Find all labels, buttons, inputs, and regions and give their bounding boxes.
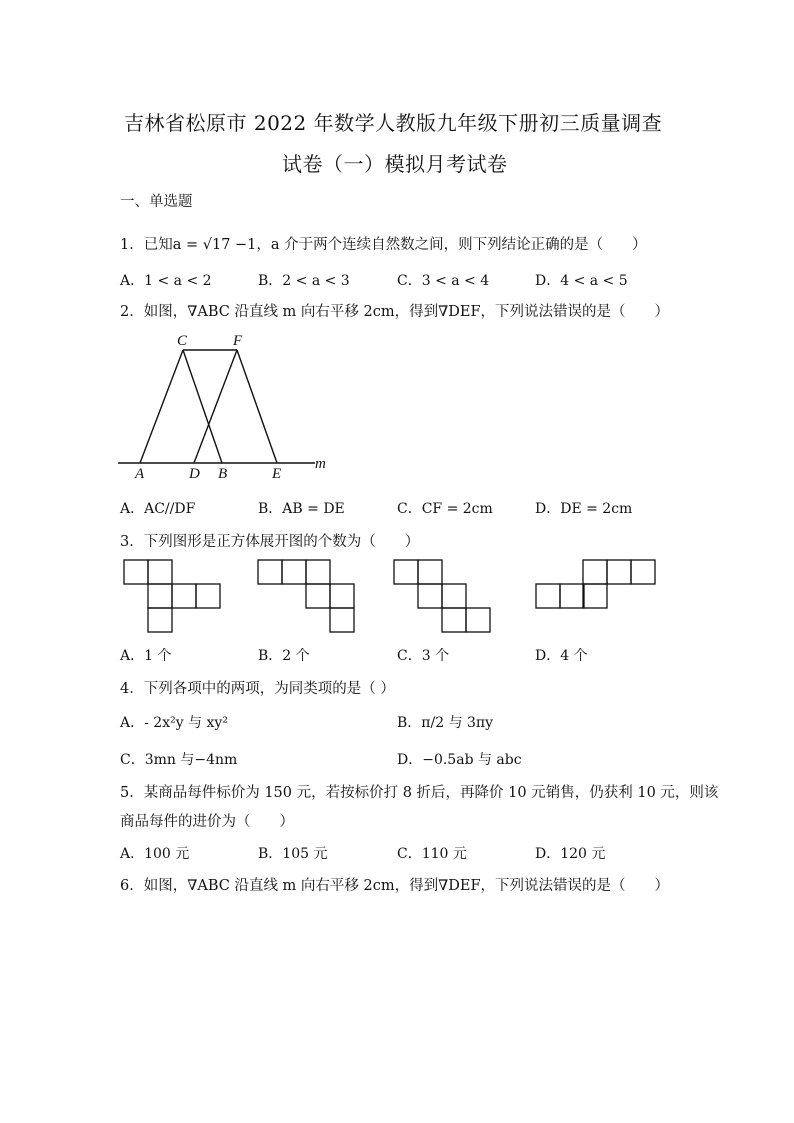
q5-option-b: B．105 元 bbox=[258, 846, 328, 862]
section-heading: 一、单选题 bbox=[120, 194, 193, 210]
q4-option-c: C．3mn 与−4nm bbox=[120, 752, 238, 768]
cube-nets-figure bbox=[120, 558, 665, 634]
question-1-stem: 1．已知a = √17 −1，a 介于两个连续自然数之间，则下列结论正确的是（ ） bbox=[120, 237, 647, 253]
q5-option-c: C．110 元 bbox=[397, 846, 467, 862]
q4-option-a: A．- 2x²y 与 xy² bbox=[120, 715, 228, 731]
segment-ac bbox=[140, 350, 183, 463]
question-2-stem: 2．如图，∇ABC 沿直线 m 向右平移 2cm，得到∇DEF，下列说法错误的是（ ） bbox=[120, 304, 670, 320]
q2-option-b: B．AB = DE bbox=[258, 501, 345, 517]
q3-option-a: A．1 个 bbox=[120, 648, 172, 664]
label-e: E bbox=[272, 466, 282, 482]
cube-net-2 bbox=[258, 560, 354, 632]
label-d: D bbox=[189, 466, 200, 482]
q1-option-d: D．4 < a < 5 bbox=[535, 273, 628, 289]
q5-option-d: D．120 元 bbox=[535, 846, 606, 862]
page-title-line2: 试卷（一）模拟月考试卷 bbox=[282, 152, 508, 176]
q3-option-d: D．4 个 bbox=[535, 648, 588, 664]
label-m: m bbox=[315, 456, 326, 472]
q4-option-b: B．π/2 与 3πy bbox=[397, 715, 494, 731]
q4-option-d: D．−0.5ab 与 abc bbox=[397, 752, 522, 768]
segment-fe bbox=[237, 350, 277, 463]
cube-net-4 bbox=[536, 560, 655, 608]
q5-option-a: A．100 元 bbox=[120, 846, 190, 862]
q2-option-d: D．DE = 2cm bbox=[535, 501, 633, 517]
cube-net-3 bbox=[394, 560, 490, 632]
q1-option-b: B．2 < a < 3 bbox=[258, 273, 350, 289]
question-5-stem-line2: 商品每件的进价为（ ） bbox=[120, 814, 294, 830]
label-a: A bbox=[135, 466, 145, 482]
label-c: C bbox=[177, 333, 188, 349]
triangle-translation-figure bbox=[110, 328, 340, 483]
cube-net-1 bbox=[124, 560, 220, 632]
label-f: F bbox=[233, 333, 243, 349]
q1-option-c: C．3 < a < 4 bbox=[397, 273, 490, 289]
question-3-stem: 3．下列图形是正方体展开图的个数为（ ） bbox=[120, 534, 420, 550]
q3-option-c: C．3 个 bbox=[397, 648, 450, 664]
q2-option-c: C．CF = 2cm bbox=[397, 501, 493, 517]
question-4-stem: 4．下列各项中的两项，为同类项的是（ ） bbox=[120, 681, 395, 697]
question-6-stem: 6．如图，∇ABC 沿直线 m 向右平移 2cm，得到∇DEF，下列说法错误的是（ ） bbox=[120, 878, 670, 894]
q1-option-a: A．1 < a < 2 bbox=[120, 273, 212, 289]
question-5-stem-line1: 5．某商品每件标价为 150 元，若按标价打 8 折后，再降价 10 元销售，仍获利 10 元，则该 bbox=[120, 785, 719, 801]
label-b: B bbox=[218, 466, 228, 482]
q2-option-a: A．AC//DF bbox=[120, 501, 196, 517]
q3-option-b: B．2 个 bbox=[258, 648, 310, 664]
page-title-line1: 吉林省松原市 2022 年数学人教版九年级下册初三质量调查 bbox=[124, 111, 663, 135]
